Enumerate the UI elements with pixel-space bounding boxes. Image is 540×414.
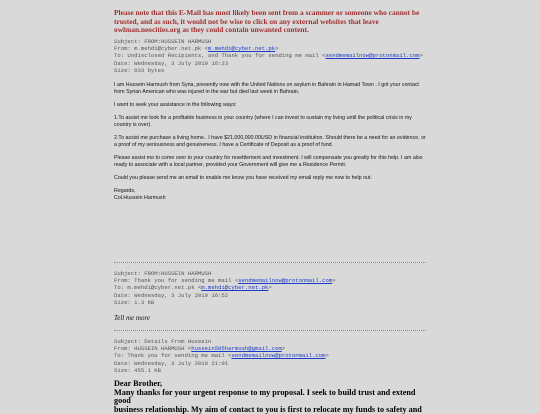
email2-header	[114, 270, 434, 306]
email1-from-link[interactable]: m.mehdi@cyber.net.pk	[208, 45, 276, 53]
email3-header	[114, 338, 434, 374]
email2-to-link[interactable]: m.mehdi@cyber.net.pk	[201, 284, 269, 292]
email1-to-link[interactable]: sendmemailnow@protonmail.com	[325, 52, 420, 60]
email1-paragraph: Please assist me to come over to your country for resettlement and investment. I will compensate you greatly for this help. I am also ready to associate with a local partner, provided your Government will give me a Residence Permit.	[114, 155, 423, 168]
email1-date: Date: Wednesday, 3 July 2019 16:23	[114, 59, 229, 67]
email1-subject: Subject: FROM:HUSSEIN HARMUSH	[114, 38, 212, 45]
email1-to: To: Undisclosed Recipients, and Thank you for sending me mail <sendmemailnow@protonmail.com>	[114, 52, 423, 60]
email3-subject: Subject: Details From Hussein	[114, 338, 212, 345]
email1-signature: Col.Hussein Harmush	[114, 195, 166, 201]
email3-greeting: Dear Brother,	[114, 379, 163, 388]
email2-date: Date: Wednesday, 3 July 2019 16:52	[114, 291, 229, 299]
email1-paragraph: 2.To assist me purchase a living home.. I have $21,000,000.00USD in financial institution. Should there be a need for an evidence, or a proof of my seriousness and genuineness. I have a Certificate of Deposit as a proof of fund.	[114, 135, 426, 148]
email3-date: Date: Wednesday, 3 July 2019 21:01	[114, 359, 229, 367]
divider	[114, 330, 426, 331]
email2-body: Tell me more	[114, 314, 151, 322]
email1-header	[114, 38, 434, 74]
scam-warning-notice: Please note that this E-Mail has most likely been sent from a scammer or someone who cannot be trusted, and as such, it would not be wise to click on any external websites that leave owlman.neocities.org as they could contain unwanted content.	[114, 8, 420, 35]
email1-size: Size: 933 bytes	[114, 66, 165, 74]
divider	[114, 262, 426, 263]
email3-line: Many thanks for your urgent response to my proposal. I seek to build trust and extend good	[114, 387, 416, 406]
email3-body	[114, 380, 429, 414]
email2-size: Size: 1.3 KB	[114, 298, 155, 306]
email1-paragraph: I am Hussein Harmush from Syria, presently now with the United Nations on asylum in Bahrain in Hamad Town . I got your contact from Syrian American who was injured in the war but died last week in Bahrain.	[114, 82, 419, 95]
email1-from: From: m.mehdi@cyber.net.pk <m.mehdi@cyber.net.pk>	[114, 45, 279, 53]
email3-from-link[interactable]: hussein505harmush@gmail.com	[191, 345, 282, 353]
email3-to: To: Thank you for sending me mail <sendmemailnow@protonmail.com>	[114, 352, 329, 360]
email2-from-link[interactable]: sendmemailnow@protonmail.com	[238, 277, 333, 285]
email3-size: Size: 455.1 KB	[114, 366, 161, 374]
email1-body	[114, 82, 426, 202]
email1-paragraph: 1.To assist me look for a profitable business in your country (where I can invest to sustain my living until the political crisis in my country is over).	[114, 115, 412, 128]
email2-subject: Subject: FROM:HUSSEIN HARMUSH	[114, 270, 212, 277]
email3-to-link[interactable]: sendmemailnow@protonmail.com	[231, 352, 326, 360]
email1-regards: Regards,	[114, 188, 136, 194]
email1-paragraph: Could you please send me an email to enable me know you have received my email reply me now to help out.	[114, 175, 372, 181]
email3-line: business relationship. My aim of contact to you is first to relocate my funds to safety and	[114, 404, 422, 414]
email3-from: From: HUSSEIN HARMUSH <hussein505harmush@gmail.com>	[114, 345, 286, 353]
email2-to: To: m.mehdi@cyber.net.pk <m.mehdi@cyber.net.pk>	[114, 284, 272, 292]
email2-from: From: Thank you for sending me mail <sendmemailnow@protonmail.com>	[114, 277, 336, 285]
email1-paragraph: I want to seek your assistance in the following ways:	[114, 102, 237, 108]
